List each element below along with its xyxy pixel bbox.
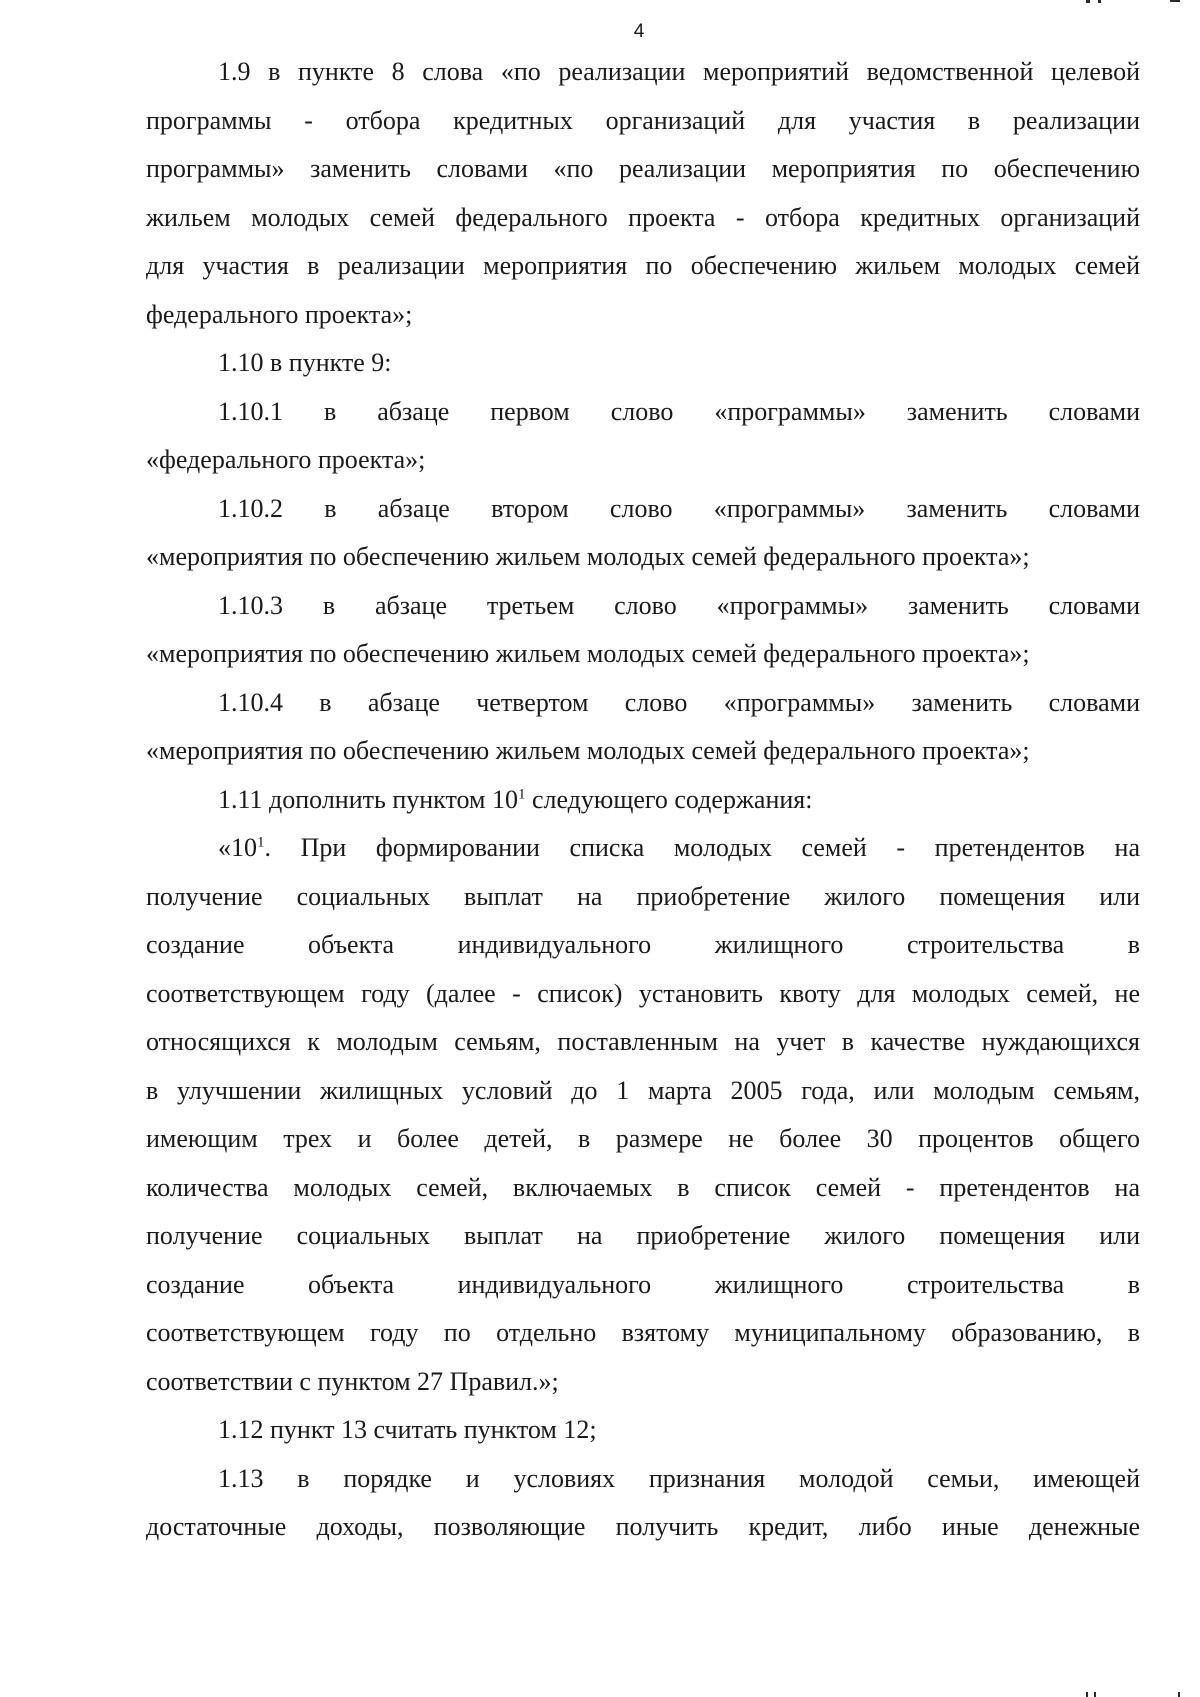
page-number: 4 [633, 21, 645, 42]
text-line [146, 824, 1140, 873]
text-line: для участия в реализации мероприятия по обеспечению жильем молодых семей [146, 251, 1140, 280]
text-line: 1.10.1 в абзаце первом слово «программы» заменить словами [218, 396, 1140, 426]
paragraph-1-10-2 [146, 485, 1140, 582]
scan-artifact-top-right [1098, 0, 1101, 3]
text-line: получение социальных выплат на приобретение жилого помещения или [146, 1221, 1140, 1250]
text-line: достаточные доходы, позволяющие получить кредит, либо иные денежные [146, 1512, 1140, 1541]
paragraph-1-10-1 [146, 388, 1140, 485]
paragraph-1-12: 1.12 пункт 13 считать пунктом 12; [218, 1415, 597, 1444]
text-line: в улучшении жилищных условий до 1 марта 2005 года, или молодым семьям, [146, 1075, 1140, 1105]
scan-artifact-bottom-right [1178, 1692, 1180, 1697]
text-line: федерального проекта»; [146, 299, 413, 329]
text-span: 1.11 дополнить пунктом 10 [218, 784, 518, 814]
text-line: 1.10.3 в абзаце третьем слово «программы» заменить словами [218, 590, 1140, 620]
scan-artifact-top-right [1170, 0, 1180, 2]
text-line: 1.13 в порядке и условиях признания молодой семьи, имеющей [218, 1463, 1140, 1493]
document-body [146, 48, 1140, 1552]
text-line: относящихся к молодым семьям, поставленным на учет в качестве нуждающихся [146, 1027, 1140, 1056]
text-line: получение социальных выплат на приобретение жилого помещения или [146, 881, 1140, 911]
scan-artifact-bottom-right [1094, 1692, 1096, 1697]
text-line: создание объекта индивидуального жилищного строительства в [146, 1269, 1140, 1299]
text-line: 1.9 в пункте 8 слова «по реализации мероприятий ведомственной целевой [218, 57, 1140, 86]
text-line: программы - отбора кредитных организаций для участия в реализации [146, 105, 1140, 135]
text-line: «мероприятия по обеспечению жильем молодых семей федерального проекта»; [146, 639, 1030, 668]
superscript: 1 [257, 834, 265, 851]
text-span: . При формировании списка молодых семей - претендентов на [264, 833, 1140, 862]
text-line: соответствии с пунктом 27 Правил.»; [146, 1366, 559, 1396]
text-line: создание объекта индивидуального жилищного строительства в [146, 930, 1140, 959]
paragraph-1-11 [146, 776, 1140, 825]
text-line: 1.10.4 в абзаце четвертом слово «программы» заменить словами [218, 687, 1140, 717]
text-line: жильем молодых семей федерального проекта - отбора кредитных организаций [146, 202, 1140, 232]
paragraph-1-13 [146, 1455, 1140, 1552]
scan-artifact-bottom-right [1086, 1692, 1088, 1697]
text-line: имеющим трех и более детей, в размере не более 30 процентов общего [146, 1124, 1140, 1153]
paragraph-1-9 [146, 48, 1140, 339]
text-line: соответствующем году по отдельно взятому муниципальному образованию, в [146, 1318, 1140, 1347]
paragraph-1-10-3 [146, 582, 1140, 679]
text-line: соответствующем году (далее - список) установить квоту для молодых семей, не [146, 978, 1140, 1008]
text-line: 1.10.2 в абзаце втором слово «программы» заменить словами [218, 493, 1140, 523]
text-line: «мероприятия по обеспечению жильем молодых семей федерального проекта»; [146, 542, 1030, 571]
paragraph-1-10: 1.10 в пункте 9: [218, 348, 392, 377]
text-line: программы» заменить словами «по реализации мероприятия по обеспечению [146, 154, 1140, 183]
superscript: 1 [517, 785, 526, 802]
scan-artifact-top-right [1086, 0, 1090, 3]
text-line: количества молодых семей, включаемых в список семей - претендентов на [146, 1172, 1140, 1202]
text-line: «мероприятия по обеспечению жильем молодых семей федерального проекта»; [146, 736, 1030, 765]
paragraph-10-1 [146, 824, 1140, 1406]
text-span: «10 [218, 833, 257, 862]
paragraph-1-10-4 [146, 679, 1140, 776]
text-line: «федерального проекта»; [146, 445, 426, 474]
text-span: следующего содержания: [525, 784, 813, 814]
